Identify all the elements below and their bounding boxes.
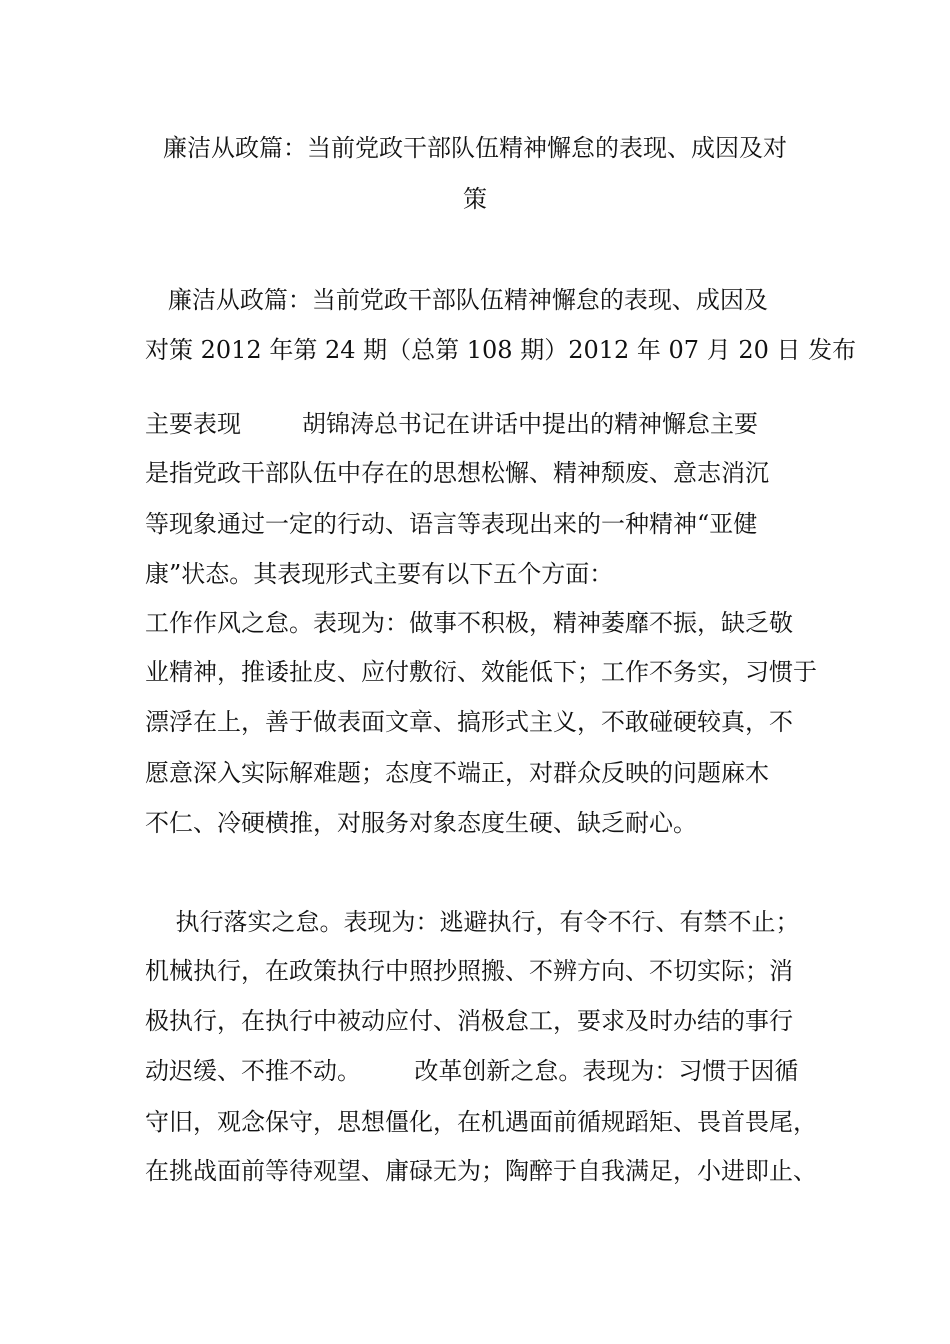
body-line: 执行落实之怠。表现为：逃避执行，有令不行、有禁不止； xyxy=(145,908,800,936)
body-line: 是指党政干部队伍中存在的思想松懈、精神颓废、意志消沉 xyxy=(145,459,769,487)
body-line: 动迟缓、不推不动。 改革创新之怠。表现为：习惯于因循 xyxy=(145,1057,799,1085)
body-line: 极执行，在执行中被动应付、消极怠工，要求及时办结的事行 xyxy=(145,1007,793,1035)
body-line: 机械执行，在政策执行中照抄照搬、不辨方向、不切实际；消 xyxy=(145,957,793,985)
body-line: 愿意深入实际解难题；态度不端正，对群众反映的问题麻木 xyxy=(145,759,769,787)
body-line: 守旧，观念保守，思想僵化，在机遇面前循规蹈矩、畏首畏尾， xyxy=(145,1108,817,1136)
body-line: 对策 2012 年第 24 期（总第 108 期）2012 年 07 月 20 日 发布 xyxy=(145,336,857,364)
body-line: 康”状态。其表现形式主要有以下五个方面： xyxy=(145,560,614,588)
body-line: 工作作风之怠。表现为：做事不积极，精神萎靡不振，缺乏敬 xyxy=(145,609,793,637)
body-line: 漂浮在上，善于做表面文章、搞形式主义，不敢碰硬较真，不 xyxy=(145,708,793,736)
body-line: 廉洁从政篇：当前党政干部队伍精神懈怠的表现、成因及 xyxy=(145,286,768,314)
body-line: 主要表现 胡锦涛总书记在讲话中提出的精神懈怠主要 xyxy=(145,410,759,438)
body-line: 等现象通过一定的行动、语言等表现出来的一种精神“亚健 xyxy=(145,510,758,538)
body-line: 业精神，推诿扯皮、应付敷衍、效能低下；工作不务实，习惯于 xyxy=(145,658,817,686)
document-title-line-1: 廉洁从政篇：当前党政干部队伍精神懈怠的表现、成因及对 xyxy=(163,134,787,162)
body-line: 在挑战面前等待观望、庸碌无为；陶醉于自我满足，小进即止、 xyxy=(145,1157,817,1185)
document-title-line-2: 策 xyxy=(463,185,487,213)
body-line: 不仁、冷硬横推，对服务对象态度生硬、缺乏耐心。 xyxy=(145,809,697,837)
